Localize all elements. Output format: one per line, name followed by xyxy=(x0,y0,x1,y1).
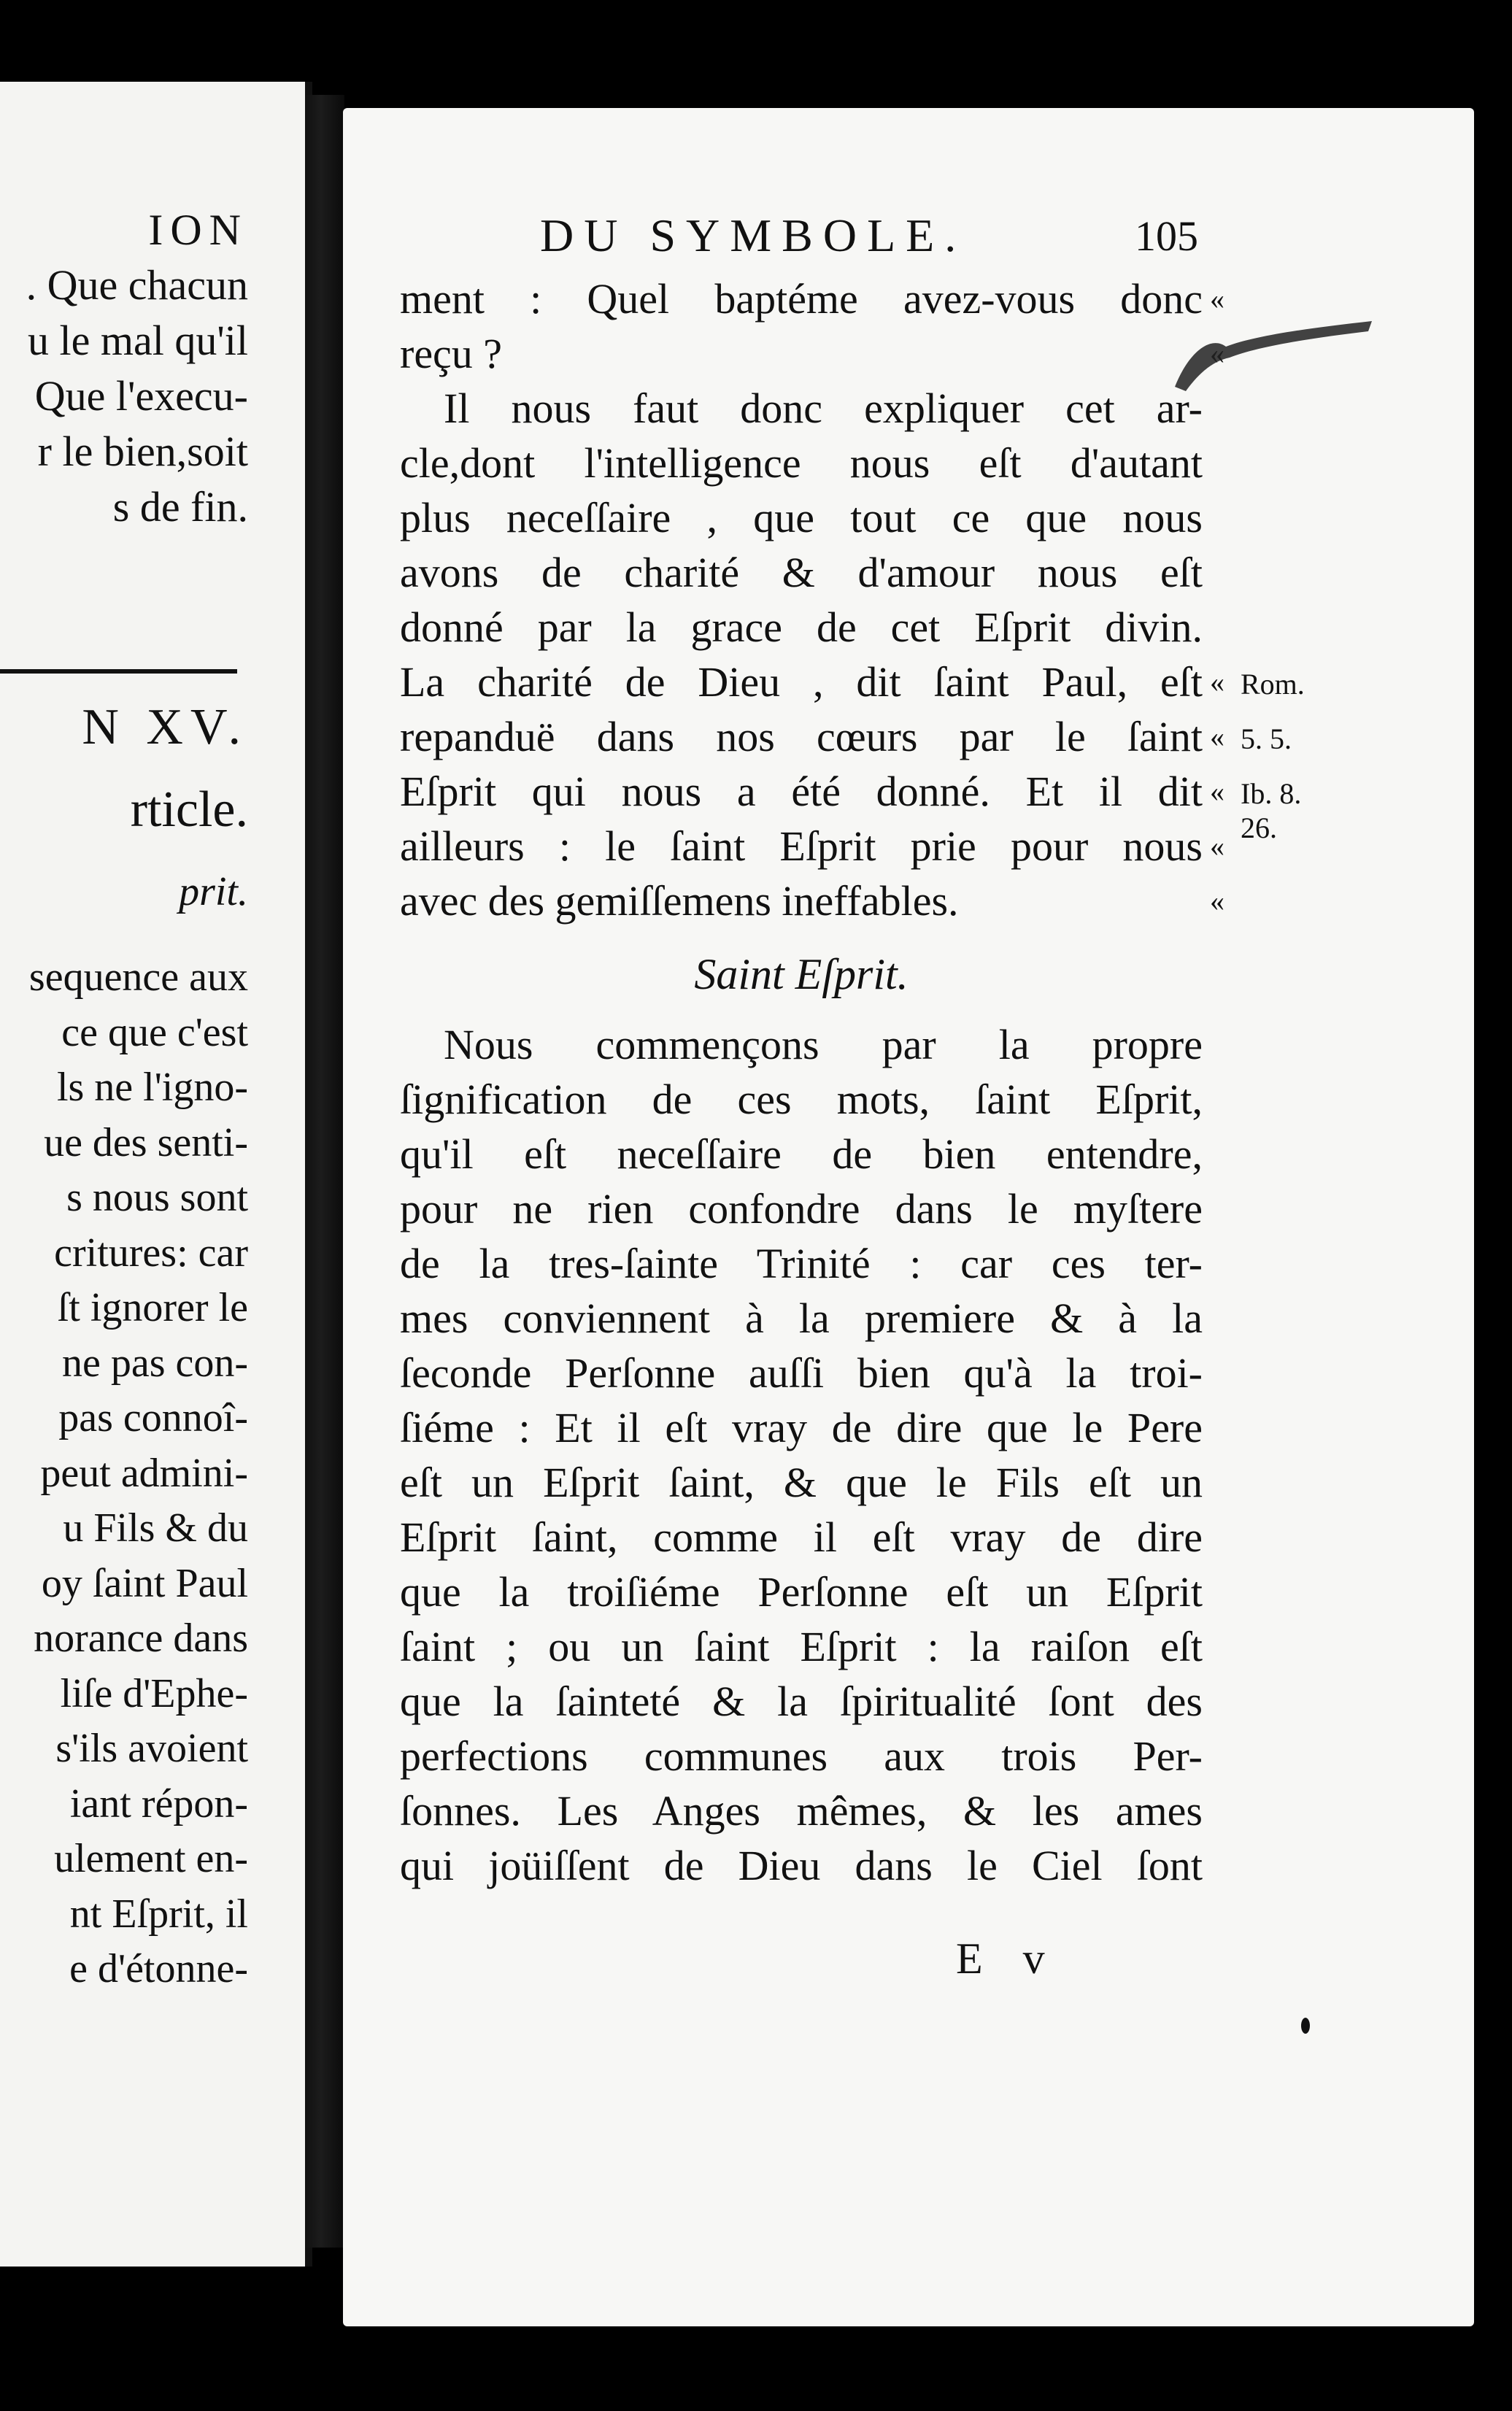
margin-note: Rom. xyxy=(1241,668,1305,701)
left-subheading: prit. xyxy=(179,869,248,914)
margin-note: 26. xyxy=(1241,811,1277,844)
text-line: mes conviennent à la premiere & à la xyxy=(400,1295,1203,1342)
page-number: 105 xyxy=(1135,212,1198,260)
running-title: DU SYMBOLE. xyxy=(540,209,967,261)
text-line: avons de charité & d'amour nous eſt xyxy=(400,549,1203,596)
left-line: iant répon- xyxy=(69,1781,248,1826)
text-line: plus neceſſaire , que tout ce que nous xyxy=(400,494,1203,541)
text-line: donné par la grace de cet Eſprit divin. xyxy=(400,603,1203,651)
left-line: s'ils avoient xyxy=(55,1726,248,1771)
text-line: que la troiſiéme Perſonne eſt un Eſprit xyxy=(400,1568,1203,1616)
text-line: La charité de Dieu , dit ſaint Paul, eſt xyxy=(400,658,1203,706)
quote-mark: « xyxy=(1210,720,1224,753)
left-line: norance dans xyxy=(34,1616,248,1661)
left-line: ls ne l'igno- xyxy=(56,1065,248,1110)
ink-smudge xyxy=(1160,306,1379,394)
left-running-title: ION xyxy=(148,206,248,254)
text-line: reçu ? xyxy=(400,330,503,377)
text-line: pour ne rien confondre dans le myſtere xyxy=(400,1185,1203,1232)
left-line: ue des senti- xyxy=(44,1119,248,1165)
left-line: liſe d'Ephe- xyxy=(60,1670,248,1716)
margin-notes xyxy=(1241,657,1335,855)
left-article-heading: rticle. xyxy=(130,782,248,838)
quote-mark: « xyxy=(1210,282,1224,315)
text-line: repanduë dans nos cœurs par le ſaint xyxy=(400,713,1203,760)
left-line: u le mal qu'il xyxy=(27,317,248,364)
text-line: avec des gemiſſemens ineffables. xyxy=(400,877,959,925)
page-body xyxy=(400,271,1203,1893)
left-line: peut admini- xyxy=(40,1450,248,1496)
text-line: ſiéme : Et il eſt vray de dire que le Pere xyxy=(400,1404,1203,1451)
text-line: ſeconde Perſonne auſſi bien qu'à la troi- xyxy=(400,1349,1203,1397)
left-line: s nous sont xyxy=(66,1175,248,1220)
quote-mark: « xyxy=(1210,775,1224,808)
text-line: de la tres-ſainte Trinité : car ces ter- xyxy=(400,1240,1203,1287)
left-line: e d'étonne- xyxy=(69,1946,248,1991)
text-line: ſignification de ces mots, ſaint Eſprit, xyxy=(400,1076,1203,1123)
text-line: qu'il eſt neceſſaire de bien entendre, xyxy=(400,1130,1203,1178)
text-line: qui joüiſſent de Dieu dans le Ciel ſont xyxy=(400,1842,1203,1889)
left-line: ne pas con- xyxy=(61,1340,248,1386)
left-line: r le bien,soit xyxy=(37,428,248,475)
quote-mark: « xyxy=(1210,884,1224,917)
left-line: oy ſaint Paul xyxy=(41,1560,248,1606)
text-line: ſaint ; ou un ſaint Eſprit : la raiſon eſt xyxy=(400,1623,1203,1670)
text-line: cle,dont l'intelligence nous eſt d'autant xyxy=(400,439,1203,487)
left-page xyxy=(0,82,312,2267)
left-line: nt Eſprit, il xyxy=(69,1891,248,1937)
quote-mark: « xyxy=(1210,666,1224,698)
left-line: ulement en- xyxy=(54,1836,248,1881)
text-line: eſt un Eſprit ſaint, & que le Fils eſt un xyxy=(400,1459,1203,1506)
text-line: Eſprit qui nous a été donné. Et il dit xyxy=(400,768,1203,815)
section-heading: Saint Eſprit. xyxy=(694,950,909,998)
left-chapter-heading: N XV. xyxy=(82,699,248,755)
left-line: ſt ignorer le xyxy=(57,1285,248,1330)
left-line: critures: car xyxy=(54,1230,248,1276)
text-line: Nous commençons par la propre xyxy=(444,1021,1203,1068)
margin-note: Ib. 8. xyxy=(1241,777,1302,810)
text-line: Eſprit ſaint, comme il eſt vray de dire xyxy=(400,1513,1203,1561)
text-line: ment : Quel baptéme avez-vous donc xyxy=(400,275,1203,323)
left-line: s de fin. xyxy=(112,483,248,531)
left-line: . Que chacun xyxy=(26,261,248,309)
signature-mark: E v xyxy=(956,1934,1060,1983)
book-gutter xyxy=(305,95,344,2248)
left-page-top-block xyxy=(0,202,248,535)
left-line: Que l'execu- xyxy=(34,372,248,420)
left-line: ce que c'est xyxy=(61,1009,248,1055)
text-line: que la ſainteté & la ſpiritualité ſont des xyxy=(400,1678,1203,1725)
left-line: u Fils & du xyxy=(63,1505,248,1551)
left-line: pas connoî- xyxy=(58,1395,248,1440)
left-page-body xyxy=(0,950,248,1997)
text-line: perfections communes aux trois Per- xyxy=(400,1732,1203,1780)
text-line: ailleurs : le ſaint Eſprit prie pour nous xyxy=(400,822,1203,870)
left-divider-rule xyxy=(0,669,237,674)
text-line: ſonnes. Les Anges mêmes, & les ames xyxy=(400,1787,1203,1835)
margin-note: 5. 5. xyxy=(1241,722,1292,755)
ink-dot xyxy=(1301,2018,1310,2034)
left-line: sequence aux xyxy=(28,954,248,1000)
text-line: Il nous faut donc expliquer cet ar- xyxy=(444,385,1203,432)
quote-mark: « xyxy=(1210,830,1224,863)
